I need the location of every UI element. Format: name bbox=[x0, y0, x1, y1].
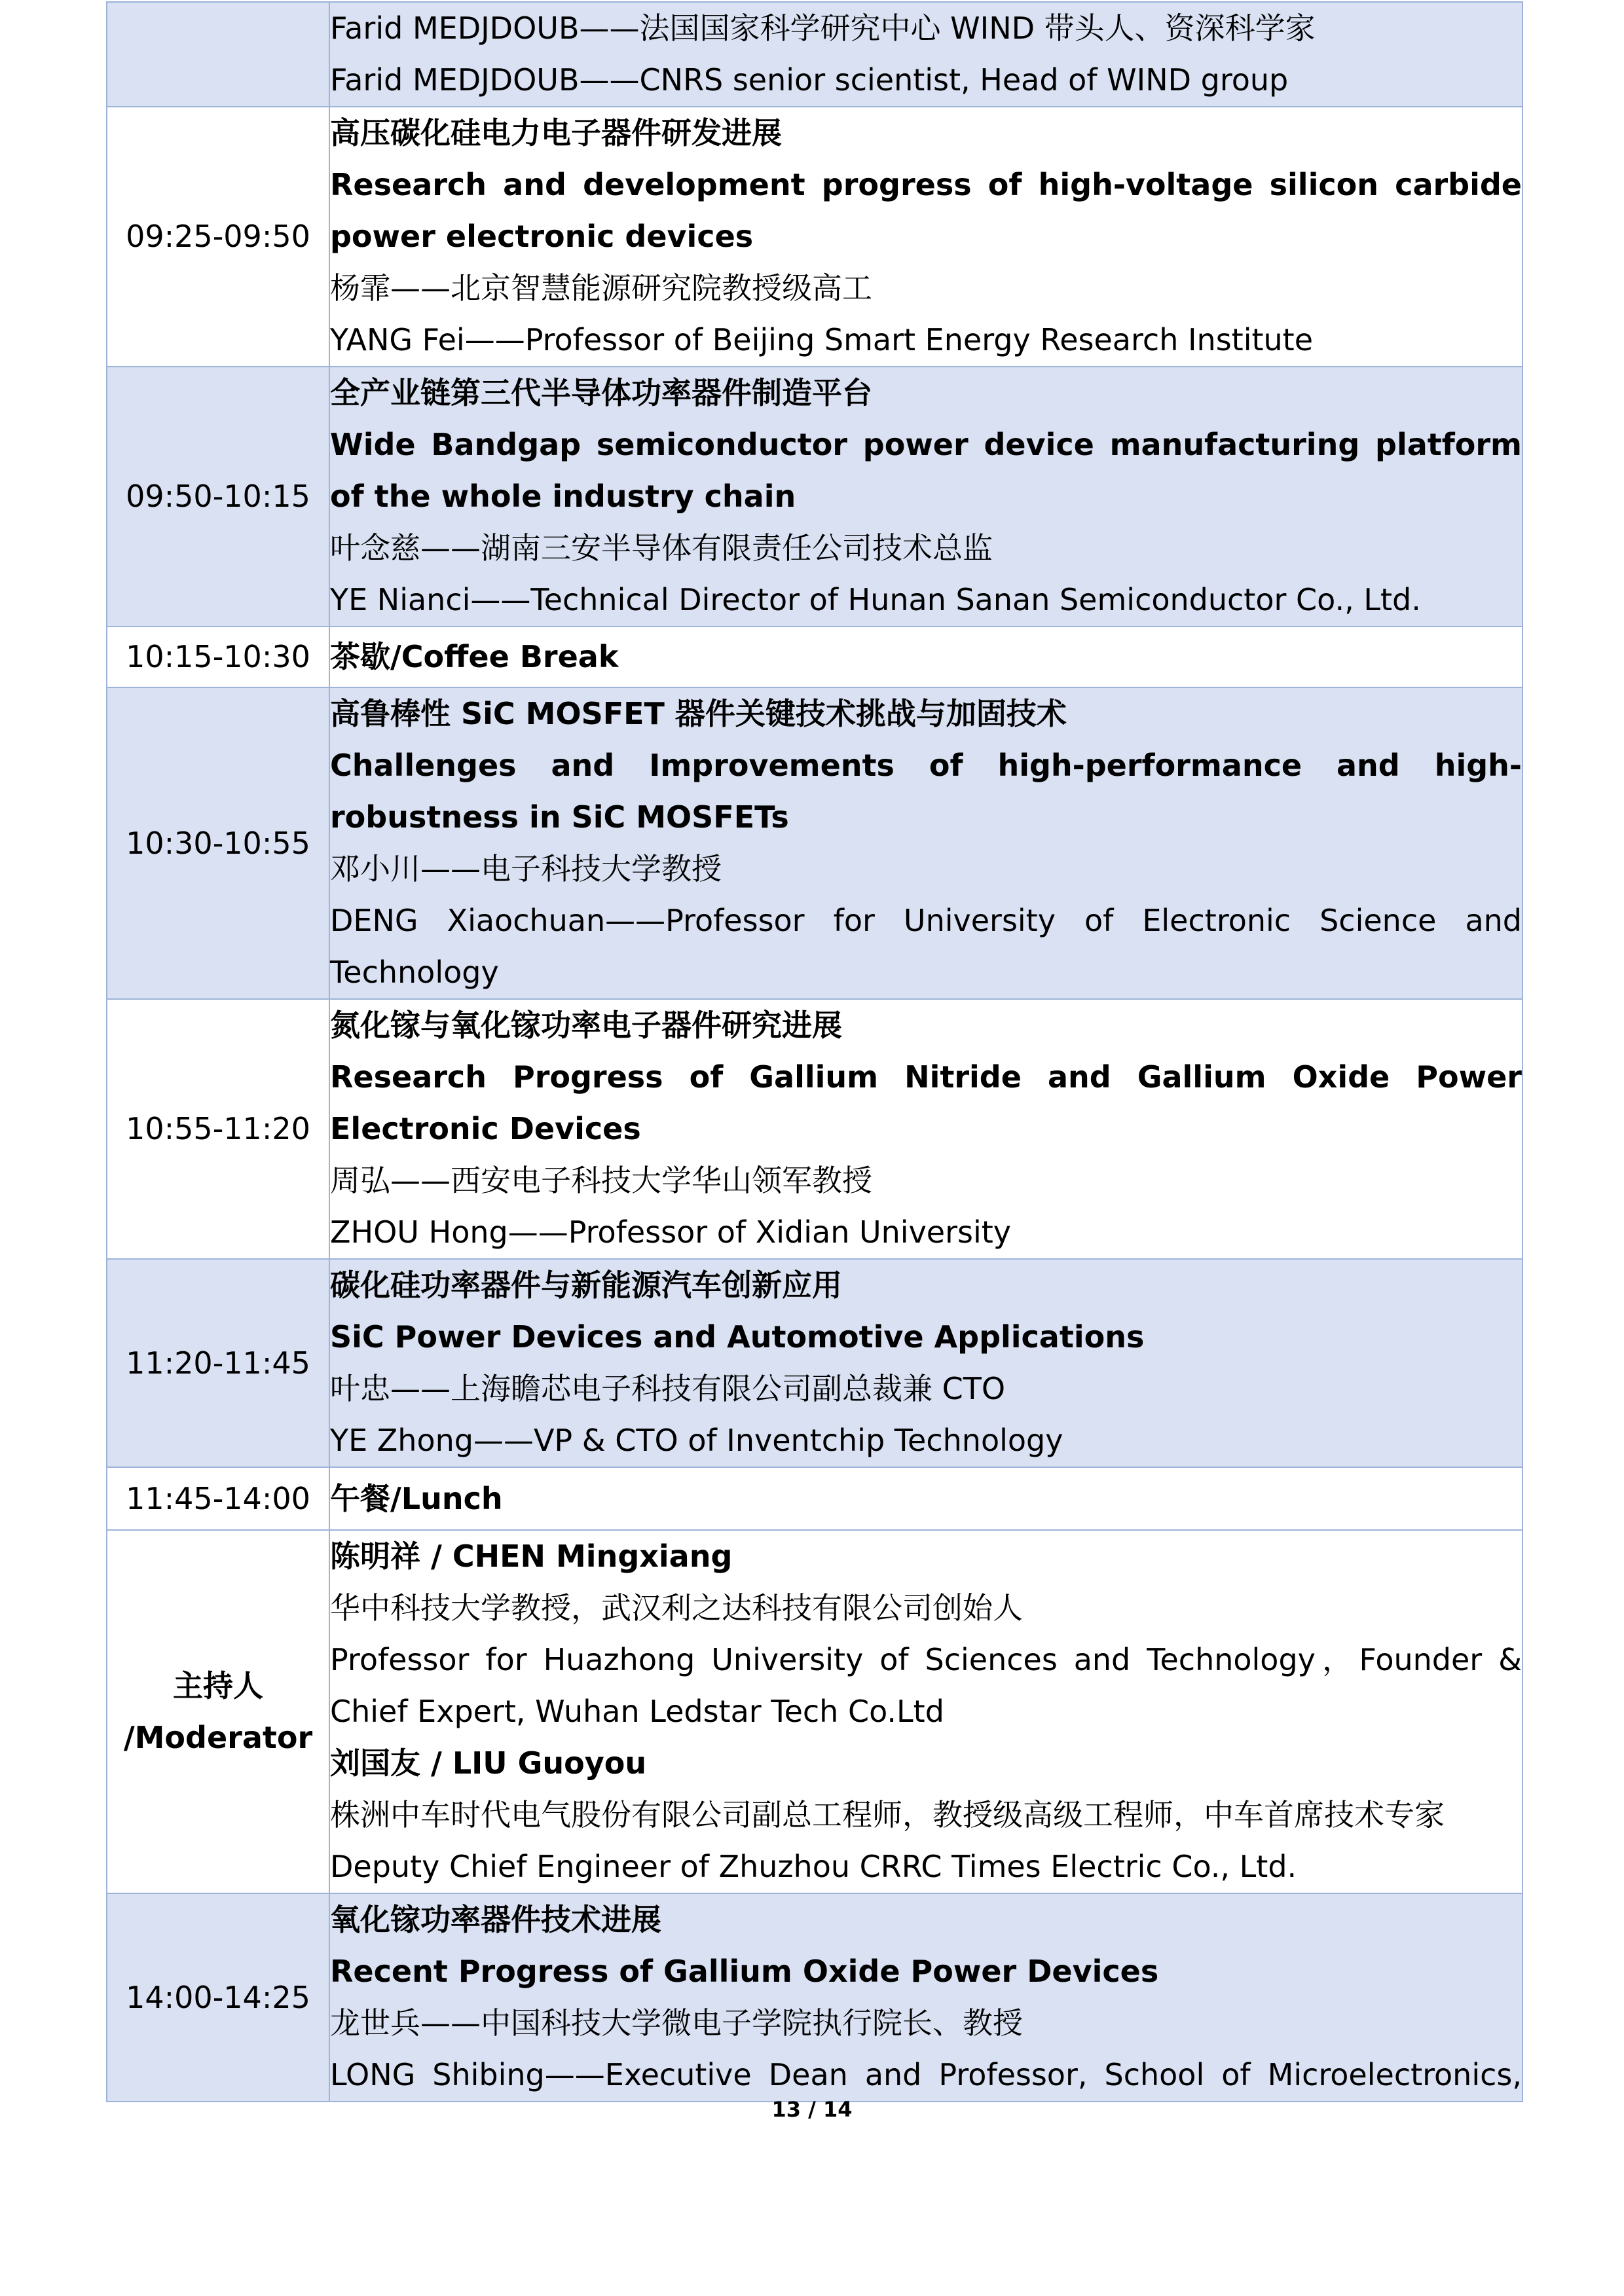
session-cell bbox=[329, 1893, 1522, 2102]
talk-title-en: Challenges and Improvements of high-performance and high-robustness in SiC MOSFETs bbox=[330, 748, 1522, 835]
talk-title-en: SiC Power Devices and Automotive Applications bbox=[330, 1319, 1145, 1355]
talk-title-cn: 高压碳化硅电力电子器件研发进展 bbox=[330, 115, 782, 151]
speaker-en: YE Zhong——VP & CTO of Inventchip Technology bbox=[330, 1423, 1063, 1458]
speaker-cn: 叶念慈——湖南三安半导体有限责任公司技术总监 bbox=[330, 530, 993, 566]
session-cell bbox=[329, 1259, 1522, 1467]
session-cell bbox=[329, 627, 1522, 687]
table-row bbox=[107, 687, 1522, 999]
talk-title-en: Research Progress of Gallium Nitride and Gallium Oxide Power Electronic Devices bbox=[330, 1059, 1522, 1146]
time-cell: 14:00-14:25 bbox=[107, 1893, 329, 2102]
speaker-cn: Farid MEDJDOUB——法国国家科学研究中心 WIND 带头人、资深科学家 bbox=[330, 10, 1316, 46]
break-title: 茶歇/Coffee Break bbox=[330, 639, 619, 674]
table-row bbox=[107, 999, 1522, 1259]
time-cell: 11:45-14:00 bbox=[107, 1467, 329, 1530]
moderator-desc-cn: 华中科技大学教授，武汉利之达科技有限公司创始人 bbox=[330, 1590, 1023, 1626]
moderator-label-cn: 主持人 bbox=[173, 1667, 263, 1704]
session-cell bbox=[329, 1467, 1522, 1530]
time-cell: 10:15-10:30 bbox=[107, 627, 329, 687]
speaker-cn: 杨霏——北京智慧能源研究院教授级高工 bbox=[330, 270, 872, 306]
session-cell bbox=[329, 367, 1522, 627]
speaker-en: ZHOU Hong——Professor of Xidian University bbox=[330, 1214, 1012, 1250]
moderator-desc-en: Professor for Huazhong University of Sciences and Technology，Founder & Chief Expert, Wuhan Ledstar Tech Co.Ltd bbox=[330, 1642, 1522, 1729]
table-row bbox=[107, 107, 1522, 367]
talk-title-en: Research and development progress of high-voltage silicon carbide power electronic devices bbox=[330, 167, 1522, 254]
speaker-en: YE Nianci——Technical Director of Hunan Sanan Semiconductor Co., Ltd. bbox=[330, 582, 1421, 617]
session-cell bbox=[329, 999, 1522, 1259]
time-cell: 10:30-10:55 bbox=[107, 687, 329, 999]
talk-title-en: Wide Bandgap semiconductor power device manufacturing platform of the whole industry chain bbox=[330, 427, 1522, 514]
talk-title-en: Recent Progress of Gallium Oxide Power Devices bbox=[330, 1954, 1159, 1989]
moderator-label-cell bbox=[107, 1530, 329, 1893]
table-row bbox=[107, 1259, 1522, 1467]
time-cell: 11:20-11:45 bbox=[107, 1259, 329, 1467]
speaker-cn: 龙世兵——中国科技大学微电子学院执行院长、教授 bbox=[330, 2005, 1023, 2041]
table-row bbox=[107, 367, 1522, 627]
speaker-en: Farid MEDJDOUB——CNRS senior scientist, Head of WIND group bbox=[330, 62, 1289, 98]
schedule-table bbox=[106, 1, 1523, 2102]
page-number: 13 / 14 bbox=[771, 2097, 853, 2122]
speaker-cn: 叶忠——上海瞻芯电子科技有限公司副总裁兼 CTO bbox=[330, 1371, 1006, 1406]
moderator-name: 刘国友 / LIU Guoyou bbox=[330, 1745, 647, 1781]
talk-title-cn: 氧化镓功率器件技术进展 bbox=[330, 1902, 661, 1937]
session-cell bbox=[329, 107, 1522, 367]
table-row bbox=[107, 1530, 1522, 1893]
time-cell: 09:50-10:15 bbox=[107, 367, 329, 627]
moderator-desc-cn: 株洲中车时代电气股份有限公司副总工程师，教授级高级工程师，中车首席技术专家 bbox=[330, 1797, 1445, 1832]
table-row bbox=[107, 1467, 1522, 1530]
time-cell: 10:55-11:20 bbox=[107, 999, 329, 1259]
moderator-label-en: /Moderator bbox=[123, 1719, 313, 1755]
speaker-cn: 周弘——西安电子科技大学华山领军教授 bbox=[330, 1163, 872, 1198]
speaker-cn: 邓小川——电子科技大学教授 bbox=[330, 851, 722, 886]
talk-title-cn: 全产业链第三代半导体功率器件制造平台 bbox=[330, 375, 872, 410]
session-cell bbox=[329, 687, 1522, 999]
time-cell: 09:25-09:50 bbox=[107, 107, 329, 367]
talk-title-cn: 氮化镓与氧化镓功率电子器件研究进展 bbox=[330, 1008, 842, 1043]
session-cell bbox=[329, 2, 1522, 107]
time-cell bbox=[107, 2, 329, 107]
break-title: 午餐/Lunch bbox=[330, 1480, 503, 1516]
table-row bbox=[107, 1893, 1522, 2102]
speaker-en: YANG Fei——Professor of Beijing Smart Energy Research Institute bbox=[330, 322, 1313, 357]
moderator-cell bbox=[329, 1530, 1522, 1893]
moderator-name: 陈明祥 / CHEN Mingxiang bbox=[330, 1539, 733, 1574]
speaker-en: LONG Shibing——Executive Dean and Professor, School of Microelectronics, bbox=[330, 2057, 1522, 2092]
talk-title-cn: 碳化硅功率器件与新能源汽车创新应用 bbox=[330, 1267, 842, 1303]
talk-title-cn: 高鲁棒性 SiC MOSFET 器件关键技术挑战与加固技术 bbox=[330, 696, 1067, 731]
table-row bbox=[107, 627, 1522, 687]
speaker-en: DENG Xiaochuan——Professor for University of Electronic Science and Technology bbox=[330, 903, 1522, 990]
table-row bbox=[107, 2, 1522, 107]
moderator-desc-en: Deputy Chief Engineer of Zhuzhou CRRC Times Electric Co., Ltd. bbox=[330, 1849, 1297, 1884]
